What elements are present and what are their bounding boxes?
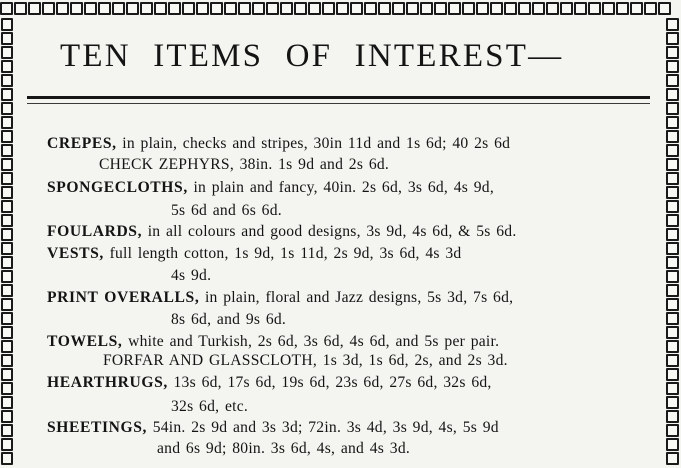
chain-link (666, 172, 679, 185)
item-line: SHEETINGS, 54in. 2s 9d and 3s 3d; 72in. 3s 4d, 3s 9d, 4s, 5s 9d (47, 419, 499, 436)
chain-link (1, 60, 13, 73)
chain-link (666, 438, 679, 451)
chain-link (1, 270, 13, 283)
chain-link (666, 46, 679, 59)
chain-link (1, 312, 13, 325)
chain-link (1, 102, 13, 115)
chain-link (1, 144, 13, 157)
chain-border-right (664, 18, 681, 468)
chain-link (364, 2, 377, 15)
chain-link (666, 368, 679, 381)
chain-link (644, 2, 657, 15)
chain-link (98, 2, 111, 15)
chain-link (666, 396, 679, 409)
chain-link (518, 2, 531, 15)
chain-link (1, 18, 13, 31)
chain-link (666, 186, 679, 199)
chain-link (1, 256, 13, 269)
chain-link (666, 382, 679, 395)
chain-link (666, 32, 679, 45)
chain-link (56, 2, 69, 15)
chain-link (1, 368, 13, 381)
chain-link (490, 2, 503, 15)
item-line: and 6s 9d; 80in. 3s 6d, 4s, and 4s 3d. (157, 440, 411, 457)
chain-link (1, 382, 13, 395)
chain-link (154, 2, 167, 15)
chain-link (602, 2, 615, 15)
chain-link (70, 2, 83, 15)
chain-link (666, 228, 679, 241)
chain-link (182, 2, 195, 15)
chain-link (666, 312, 679, 325)
chain-link (1, 242, 13, 255)
chain-link (666, 116, 679, 129)
chain-link (1, 354, 13, 367)
chain-link (666, 200, 679, 213)
chain-link (1, 172, 13, 185)
chain-link (666, 144, 679, 157)
chain-link (280, 2, 293, 15)
item-line: 8s 6d, and 9s 6d. (171, 311, 287, 328)
chain-link (224, 2, 237, 15)
chain-link (266, 2, 279, 15)
chain-link (616, 2, 629, 15)
item-line: CHECK ZEPHYRS, 38in. 1s 9d and 2s 6d. (99, 156, 390, 173)
item-line: 4s 9d. (171, 267, 212, 284)
chain-link (588, 2, 601, 15)
chain-link (666, 340, 679, 353)
chain-link (666, 298, 679, 311)
title-rule-thick (27, 96, 650, 99)
chain-link (140, 2, 153, 15)
chain-link (336, 2, 349, 15)
chain-link (1, 396, 13, 409)
chain-link (666, 74, 679, 87)
chain-link (378, 2, 391, 15)
item-line: SPONGECLOTHS, in plain and fancy, 40in. 2s 6d, 3s 6d, 4s 9d, (47, 179, 494, 196)
chain-link (434, 2, 447, 15)
chain-link (84, 2, 97, 15)
chain-link (666, 354, 679, 367)
chain-link (1, 284, 13, 297)
chain-link (1, 424, 13, 437)
chain-link (666, 284, 679, 297)
item-line: FORFAR AND GLASSCLOTH, 1s 3d, 1s 6d, 2s, and 2s 3d. (103, 352, 508, 369)
chain-link (666, 158, 679, 171)
chain-link (1, 46, 13, 59)
chain-link (126, 2, 139, 15)
chain-link (666, 130, 679, 143)
chain-link (666, 60, 679, 73)
chain-link (112, 2, 125, 15)
chain-link (546, 2, 559, 15)
chain-link (1, 326, 13, 339)
chain-link (504, 2, 517, 15)
chain-link (666, 88, 679, 101)
chain-link (532, 2, 545, 15)
chain-link (1, 214, 13, 227)
chain-link (666, 214, 679, 227)
chain-link (294, 2, 307, 15)
chain-link (392, 2, 405, 15)
chain-link (658, 2, 671, 15)
item-line: HEARTHRUGS, 13s 6d, 17s 6d, 19s 6d, 23s 6d, 27s 6d, 32s 6d, (47, 374, 492, 391)
chain-link (1, 200, 13, 213)
chain-link (406, 2, 419, 15)
chain-link (252, 2, 265, 15)
chain-link (560, 2, 573, 15)
advert-title: TEN ITEMS OF INTEREST— (60, 38, 564, 74)
chain-link (666, 242, 679, 255)
item-line: TOWELS, white and Turkish, 2s 6d, 3s 6d, 4s 6d, and 5s per pair. (47, 333, 500, 350)
chain-link (1, 130, 13, 143)
chain-border-left (0, 18, 15, 468)
item-line: FOULARDS, in all colours and good designs, 3s 9d, 4s 6d, & 5s 6d. (47, 223, 517, 240)
chain-link (1, 116, 13, 129)
chain-link (196, 2, 209, 15)
item-line: VESTS, full length cotton, 1s 9d, 1s 11d, 2s 9d, 3s 6d, 4s 3d (47, 245, 462, 262)
chain-link (448, 2, 461, 15)
item-line: CREPES, in plain, checks and stripes, 30in 11d and 1s 6d; 40 2s 6d (47, 135, 511, 152)
chain-link (238, 2, 251, 15)
chain-link (1, 228, 13, 241)
chain-link (476, 2, 489, 15)
chain-link (1, 438, 13, 451)
chain-link (350, 2, 363, 15)
chain-link (666, 326, 679, 339)
item-line: 5s 6d and 6s 6d. (171, 202, 282, 219)
chain-link (42, 2, 55, 15)
chain-link (666, 424, 679, 437)
title-rule-thin (27, 103, 650, 104)
chain-link (1, 452, 13, 465)
chain-link (666, 270, 679, 283)
chain-link (1, 186, 13, 199)
chain-link (1, 88, 13, 101)
chain-link (574, 2, 587, 15)
chain-link (1, 74, 13, 87)
chain-link (168, 2, 181, 15)
chain-link (0, 2, 13, 15)
chain-link (666, 102, 679, 115)
chain-link (14, 2, 27, 15)
item-line: 32s 6d, etc. (171, 398, 249, 415)
chain-link (1, 298, 13, 311)
chain-link (322, 2, 335, 15)
chain-link (630, 2, 643, 15)
chain-link (666, 18, 679, 31)
chain-link (308, 2, 321, 15)
chain-link (666, 452, 679, 465)
chain-link (666, 256, 679, 269)
chain-link (28, 2, 41, 15)
chain-link (666, 410, 679, 423)
chain-link (1, 158, 13, 171)
chain-link (1, 340, 13, 353)
chain-link (210, 2, 223, 15)
chain-border-top (0, 0, 681, 16)
chain-link (420, 2, 433, 15)
chain-link (1, 32, 13, 45)
chain-link (1, 410, 13, 423)
chain-link (462, 2, 475, 15)
item-line: PRINT OVERALLS, in plain, floral and Jazz designs, 5s 3d, 7s 6d, (47, 289, 514, 306)
